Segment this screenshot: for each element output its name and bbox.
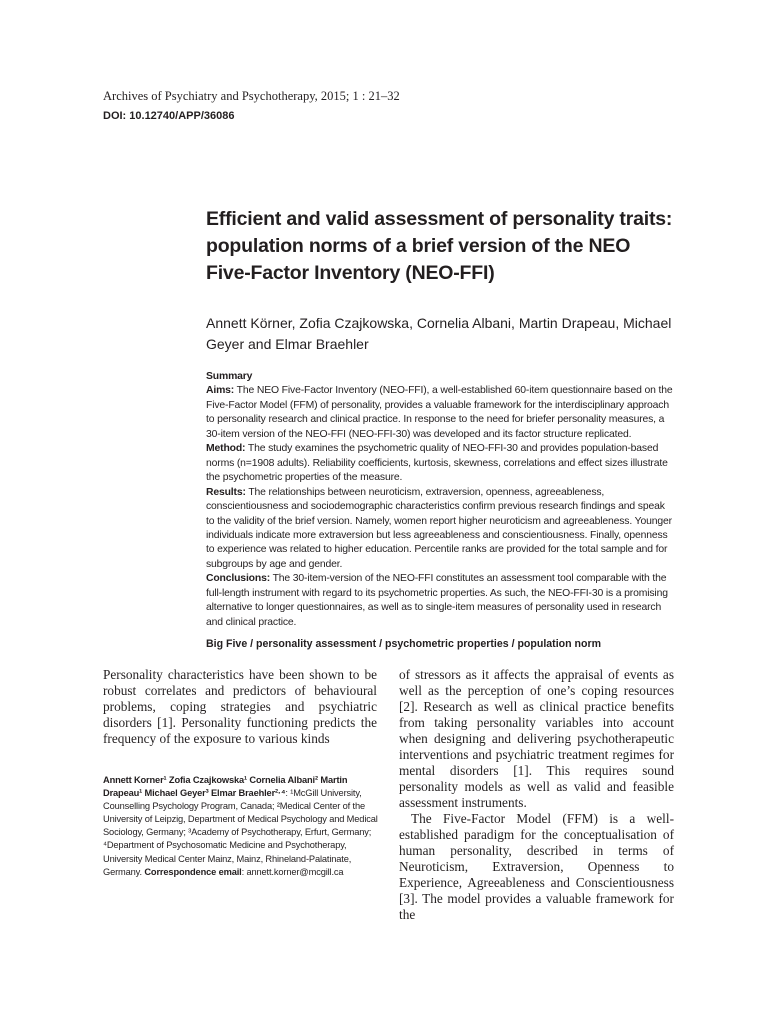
results-text: The relationships between neuroticism, extraversion, openness, agreeableness, conscientiousness and sociodemographic characteristics confirm previous research findings and speak to the validity of the brief version. Namely, women report higher neuroticism and agreeableness. Younger individuals indicate more extraversion but less agreeableness and conscientiousness. Finally, openness to experience was related to higher education. Percentile ranks are provided for the total sample and for subgroups by age and gender.	[206, 486, 672, 570]
body-column-left	[103, 667, 377, 747]
method-text: The study examines the psychometric quality of NEO-FFI-30 and provides population-based norms (n=1908 adults). Reliability coefficients, kurtosis, skewness, correlations and effect sizes illustrate the psychometric properties of the measure.	[206, 443, 668, 484]
aims-text: The NEO Five-Factor Inventory (NEO-FFI), a well-established 60-item questionnaire based on the Five-Factor Model (FFM) of personality, provides a valuable framework for the interdisciplinary approach to personality research and clinical practice. In response to the need for briefer personality measures, a 30-item version of the NEO-FFI (NEO-FFI-30) was developed and its factor structure replicated.	[206, 385, 673, 440]
body-paragraph: of stressors as it affects the appraisal of events as well as the perception of one’s coping resources [2]. Research as well as clinical practice benefits from taking personality variables into account when designing and delivering psychotherapeutic interventions and psychiatric treatment regimes for mental disorders [1]. This requires sound personality models as well as valid and feasible assessment instruments.	[399, 667, 674, 810]
article-authors: Annett Körner, Zofia Czajkowska, Cornelia Albani, Martin Drapeau, Michael Geyer and Elmar Braehler	[206, 315, 672, 352]
method-label: Method:	[206, 443, 246, 455]
conclusions-text: The 30-item-version of the NEO-FFI constitutes an assessment tool comparable with the full-length instrument with regard to its psychometric properties. As such, the NEO-FFI-30 is a promising alternative to longer questionnaires, as well as to single-item measures of personality used in research and clinical practice.	[206, 573, 668, 628]
results-label: Results:	[206, 486, 246, 498]
abstract	[206, 370, 674, 630]
article-title: Efficient and valid assessment of personality traits: population norms of a brief version of the NEO Five-Factor Inventory (NEO-FFI)	[206, 208, 673, 284]
abstract-conclusions	[206, 572, 674, 630]
abstract-results	[206, 486, 674, 573]
abstract-aims	[206, 384, 674, 442]
body-paragraph: The Five-Factor Model (FFM) is a well-established paradigm for the conceptualisation of human personality, described in terms of Neuroticism, Extraversion, Openness to Experience, Agreeableness and Conscientiousness [3]. The model provides a valuable framework for the	[399, 811, 674, 922]
correspondence-label: Correspondence email	[141, 866, 242, 877]
abstract-heading: Summary	[206, 371, 253, 382]
correspondence-email[interactable]: : annett.korner@mcgill.ca	[241, 866, 344, 877]
body-column-right	[399, 667, 674, 923]
journal-citation: Archives of Psychiatry and Psychotherapy, 2015; 1 : 21–32	[103, 89, 400, 103]
conclusions-label: Conclusions:	[206, 573, 271, 585]
doi-line: DOI: 10.12740/APP/36086	[103, 110, 235, 122]
body-paragraph: Personality characteristics have been shown to be robust correlates and predictors of behavioural problems, coping strategies and psychiatric disorders [1]. Personality functioning predicts the frequency of the exposure to various kinds	[103, 667, 377, 746]
keywords: Big Five / personality assessment / psychometric properties / population norm	[206, 638, 602, 650]
aims-label: Aims:	[206, 385, 235, 397]
footnote-affiliations: : ¹McGill University, Counselling Psychology Program, Canada; ²Medical Center of the University of Leipzig, Department of Medical Psychology and Medical Sociology, Germany; ³Academy of Psychotherapy, Erfurt, Germany; ⁴Department of Psychosomatic Medicine and Psychotherapy, University Medical Center Mainz, Mainz, Rhineland-Palatinate, Germany.	[103, 788, 378, 877]
footnote-authors: Annett Korner¹ Zofia Czajkowska¹ Cornelia Albani² Martin Drapeau¹ Michael Geyer³ Elmar Braehler²·⁴	[103, 775, 348, 799]
author-affiliations-footnote	[103, 774, 379, 879]
abstract-method	[206, 442, 674, 485]
